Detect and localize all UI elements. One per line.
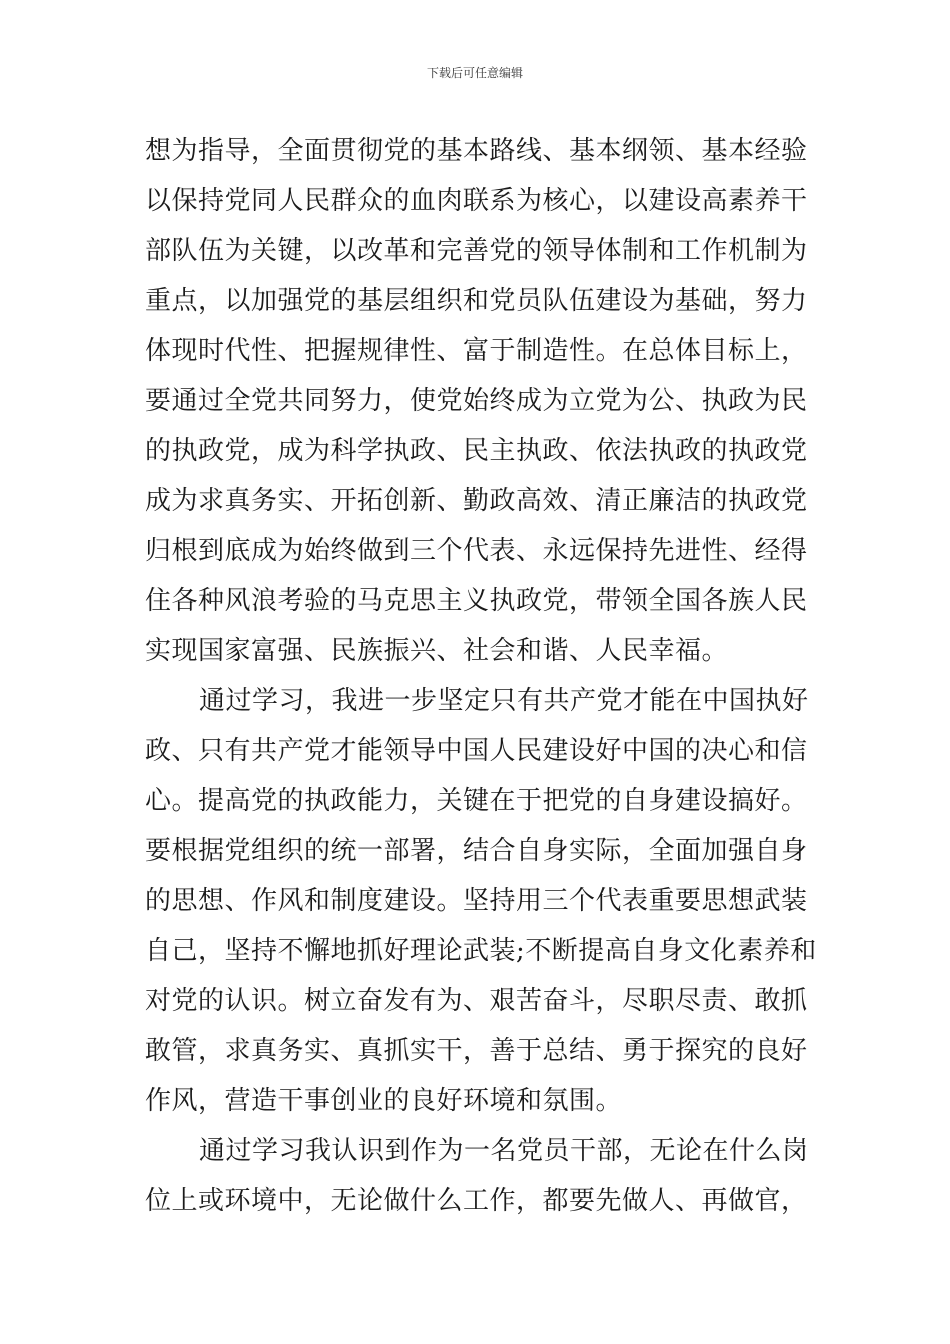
document-body: [145, 126, 817, 1226]
page-header-note: 下载后可任意编辑: [426, 66, 523, 80]
text-line: 要根据党组织的统一部署，结合自身实际，全面加强自身: [145, 836, 808, 866]
text-line: 敢管，求真务实、真抓实干，善于总结、勇于探究的良好: [145, 1036, 808, 1066]
text-line: 的执政党，成为科学执政、民主执政、依法执政的执政党: [145, 436, 808, 466]
text-line: 要通过全党共同努力，使党始终成为立党为公、执政为民: [145, 386, 808, 416]
text-line: 对党的认识。树立奋发有为、艰苦奋斗，尽职尽责、敢抓: [145, 986, 808, 1016]
text-line: 重点，以加强党的基层组织和党员队伍建设为基础，努力: [145, 286, 808, 316]
text-line: 体现时代性、把握规律性、富于制造性。在总体目标上，: [145, 336, 808, 366]
text-line: 自己，坚持不懈地抓好理论武装;不断提高自身文化素养和: [145, 936, 817, 966]
text-line: 归根到底成为始终做到三个代表、永远保持先进性、经得: [145, 536, 808, 566]
text-line: 政、只有共产党才能领导中国人民建设好中国的决心和信: [145, 736, 808, 766]
text-line: 的思想、作风和制度建设。坚持用三个代表重要思想武装: [145, 886, 808, 916]
text-line: 心。提高党的执政能力，关键在于把党的自身建设搞好。: [145, 786, 808, 816]
paragraph-3: [145, 1126, 813, 1226]
text-line-indented: 通过学习我认识到作为一名党员干部，无论在什么岗: [199, 1136, 809, 1166]
text-line-indented: 通过学习，我进一步坚定只有共产党才能在中国执好: [199, 686, 809, 716]
text-line: 想为指导，全面贯彻党的基本路线、基本纲领、基本经验: [145, 136, 808, 166]
text-line: 住各种风浪考验的马克思主义执政党，带领全国各族人民: [145, 586, 808, 616]
text-line: 以保持党同人民群众的血肉联系为核心，以建设高素养干: [145, 186, 808, 216]
text-line: 部队伍为关键，以改革和完善党的领导体制和工作机制为: [145, 236, 808, 266]
text-line: 实现国家富强、民族振兴、社会和谐、人民幸福。: [145, 636, 729, 666]
text-line: 位上或环境中，无论做什么工作，都要先做人、再做官，: [145, 1186, 808, 1216]
paragraph-2: [145, 676, 817, 1126]
text-line: 成为求真务实、开拓创新、勤政高效、清正廉洁的执政党: [145, 486, 808, 516]
text-line: 作风，营造干事创业的良好环境和氛围。: [145, 1086, 623, 1116]
paragraph-1: [145, 126, 813, 676]
